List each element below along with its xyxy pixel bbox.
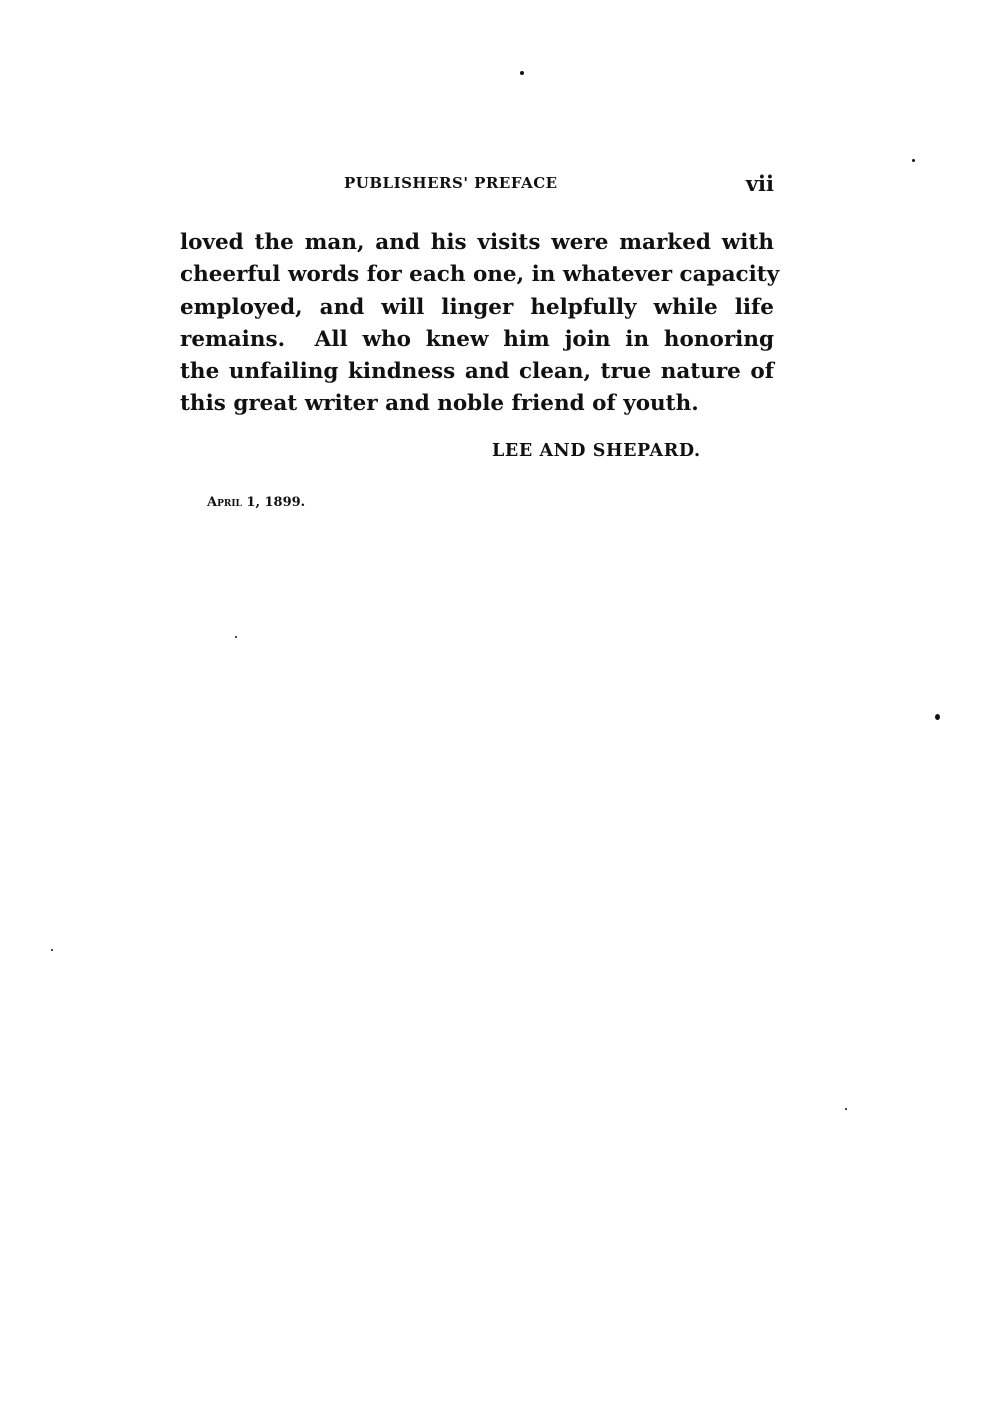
dateline: April 1, 1899. (207, 495, 306, 510)
print-speck (845, 1108, 847, 1110)
text-line: employed, and will linger helpfully while life (180, 294, 774, 320)
body-paragraph (180, 227, 780, 421)
publisher-signature: LEE AND SHEPARD. (492, 441, 701, 461)
text-line: the unfailing kindness and clean, true nature of (180, 359, 774, 385)
text-line: remains. All who knew him join in honoring (180, 326, 774, 352)
text-line: cheerful words for each one, in whatever capacity (180, 262, 780, 288)
print-speck (912, 159, 915, 162)
running-head (180, 171, 774, 202)
print-speck (235, 636, 237, 638)
running-title: PUBLISHERS' PREFACE (344, 174, 558, 192)
print-speck (520, 71, 524, 75)
print-speck (51, 949, 53, 951)
text-line: this great writer and noble friend of youth. (180, 391, 699, 417)
print-speck (935, 714, 940, 720)
page-number: vii (745, 171, 774, 196)
text-line: loved the man, and his visits were marked with (180, 230, 774, 255)
